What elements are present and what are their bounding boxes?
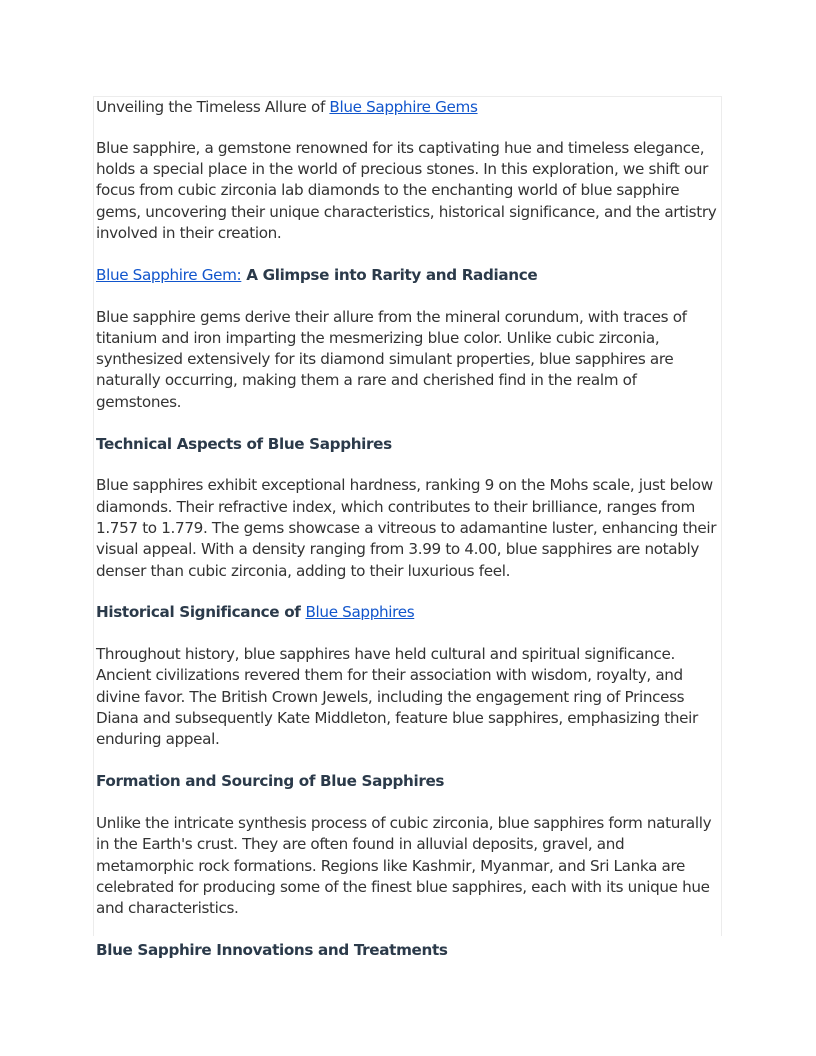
link-blue-sapphire-gem[interactable]: Blue Sapphire Gem: <box>96 265 242 284</box>
heading-glimpse-text: A Glimpse into Rarity and Radiance <box>241 265 538 284</box>
section-heading-historical <box>96 602 722 623</box>
link-blue-sapphires[interactable]: Blue Sapphires <box>305 603 415 622</box>
paragraph-glimpse: Blue sapphire gems derive their allure from the mineral corundum, with traces of titanium and iron imparting the mesmerizing blue color. Unlike cubic zirconia, synthesized extensively for its diamond simulant properties, blue sapphires are naturally occurring, making them a rare and cherished find in the realm of gemstones. <box>96 307 687 411</box>
heading-historical-text: Historical Significance of <box>96 603 306 622</box>
document-title <box>96 97 722 118</box>
section-heading-innovations: Blue Sapphire Innovations and Treatments <box>96 940 448 959</box>
paragraph-formation: Unlike the intricate synthesis process of cubic zirconia, blue sapphires form naturally in the Earth's crust. They are often found in alluvial deposits, gravel, and metamorphic rock formations. Regions like Kashmir, Myanmar, and Sri Lanka are celebrated for producing some of the finest blue sapphires, each with its unique hue and characteristics. <box>96 813 712 918</box>
intro-paragraph: Blue sapphire, a gemstone renowned for its captivating hue and timeless elegance, holds a special place in the world of precious stones. In this exploration, we shift our focus from cubic zirconia lab diamonds to the enchanting world of blue sapphire gems, uncovering their unique characteristics, historical significance, and the artistry involved in their creation. <box>96 138 717 242</box>
title-text: Unveiling the Timeless Allure of <box>96 98 330 116</box>
document-body <box>96 97 722 982</box>
paragraph-historical: Throughout history, blue sapphires have held cultural and spiritual significance. Ancient civilizations revered them for their association with wisdom, royalty, and divine favor. The British Crown Jewels, including the engagement ring of Princess Diana and subsequently Kate Middleton, feature blue sapphires, emphasizing their enduring appeal. <box>96 645 698 749</box>
section-heading-technical: Technical Aspects of Blue Sapphires <box>96 434 392 453</box>
section-heading-glimpse <box>96 265 722 286</box>
paragraph-technical: Blue sapphires exhibit exceptional hardness, ranking 9 on the Mohs scale, just below diamonds. Their refractive index, which contributes to their brilliance, ranges from 1.757 to 1.779. The gems showcase a vitreous to adamantine luster, enhancing their visual appeal. With a density ranging from 3.99 to 4.00, blue sapphires are notably denser than cubic zirconia, adding to their luxurious feel. <box>96 476 717 580</box>
title-link-blue-sapphire-gems[interactable]: Blue Sapphire Gems <box>329 98 478 116</box>
section-heading-formation: Formation and Sourcing of Blue Sapphires <box>96 772 445 791</box>
